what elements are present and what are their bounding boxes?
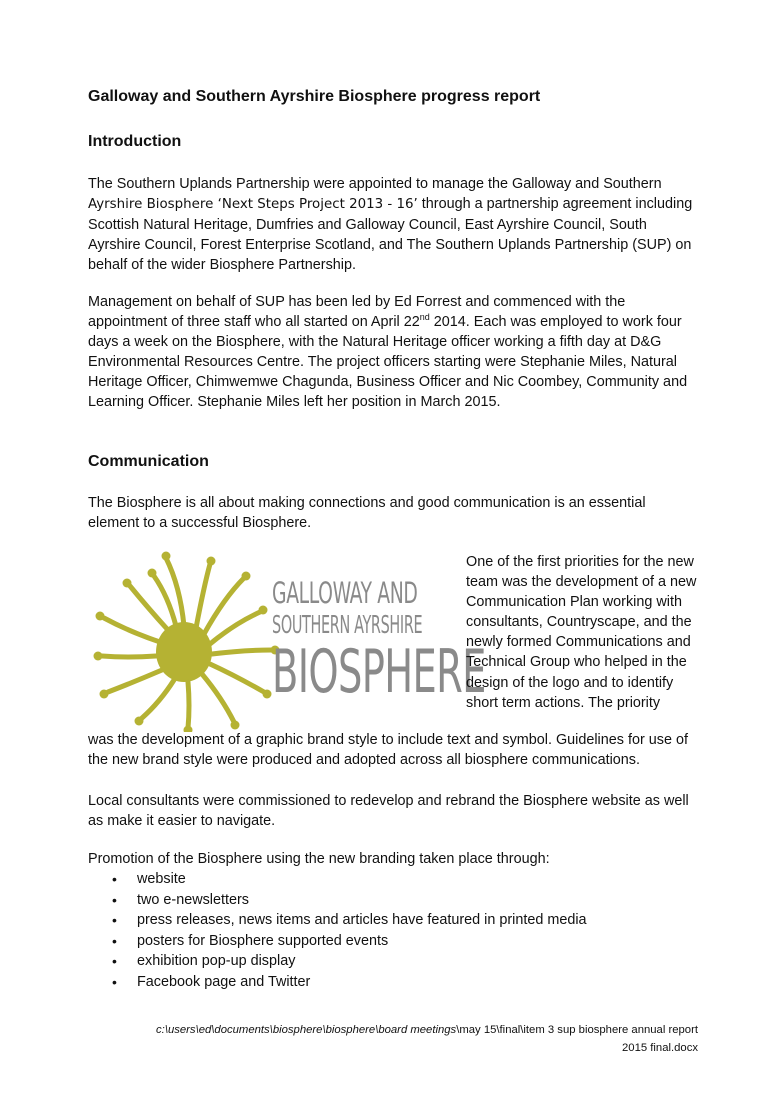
intro-paragraph-2 bbox=[88, 292, 698, 413]
project-name: Ayrshire Biosphere ‘Next Steps Project 2013 - 16’ bbox=[88, 197, 418, 213]
communication-paragraph-2-continued: was the development of a graphic brand style to include text and symbol. Guidelines for use of the new brand style were produced and adopted across all biosphere communications. bbox=[88, 732, 688, 769]
intro-text-c: through a partnership agreement including Scottish Natural Heritage, Dumfries and Galloway Council, East Ayrshire Council, South Ayrshire Council, Forest Enterprise Scotland, and The Southern Uplands Partnership (SUP) on behalf of the wider Biosphere Partnership. bbox=[88, 196, 693, 274]
promotion-list bbox=[88, 869, 587, 993]
communication-paragraph-1: The Biosphere is all about making connections and good communication is an essential element to a successful Biosphere. bbox=[88, 495, 646, 532]
document-title: Galloway and Southern Ayrshire Biosphere progress report bbox=[88, 88, 541, 105]
list-item: • Facebook page and Twitter bbox=[88, 972, 587, 993]
ordinal-suffix: nd bbox=[419, 312, 430, 323]
logo-wordmark bbox=[272, 576, 486, 707]
introduction-heading: Introduction bbox=[88, 133, 182, 150]
communication-paragraph-4: Promotion of the Biosphere using the new branding taken place through: bbox=[88, 851, 550, 867]
logo-line-1: GALLOWAY AND bbox=[272, 576, 418, 610]
list-item: • press releases, news items and articles have featured in printed media bbox=[88, 910, 587, 931]
intro-text-a: The Southern Uplands Partnership were appointed to manage the Galloway and Southern bbox=[88, 176, 662, 192]
footer-path-italic: c:\users\ed\documents\biosphere\biosphere\board meetings bbox=[156, 1024, 457, 1036]
communication-paragraph-3: Local consultants were commissioned to redevelop and rebrand the Biosphere website as well as make it easier to navigate. bbox=[88, 793, 689, 830]
intro-p2-text-a: Management on behalf of SUP has been led by Ed Forrest and commenced with the appointment of three staff who all started on April 22 bbox=[88, 294, 626, 331]
list-item: • posters for Biosphere supported events bbox=[88, 931, 587, 952]
footer-path-rest: \may 15\final\item 3 sup biosphere annual report bbox=[456, 1024, 698, 1036]
document-footer bbox=[58, 1021, 698, 1057]
intro-p2-text-b: 2014. Each was employed to work four days a week on the Biosphere, with the Natural Heritage officer working a fifth day at D&G Environmental Resources Centre. The project officers starting were Stephanie Miles, Natural Heritage Officer, Chimwemwe Chagunda, Business Officer and Nic Coombey, Community and Learning Officer. Stephanie Miles left her position in March 2015. bbox=[88, 314, 688, 411]
logo-line-2: SOUTHERN AYRSHIRE bbox=[272, 610, 423, 639]
list-item: • exhibition pop-up display bbox=[88, 951, 587, 972]
communication-heading: Communication bbox=[88, 453, 209, 470]
list-item: • two e-newsletters bbox=[88, 890, 587, 911]
intro-paragraph-1 bbox=[88, 174, 698, 275]
footer-filename: 2015 final.docx bbox=[622, 1042, 698, 1054]
list-item: • website bbox=[88, 869, 587, 890]
logo-line-3: BIOSPHERE bbox=[272, 637, 486, 707]
communication-paragraph-2-wrapped: One of the first priorities for the new team was the development of a new Communication Plan working with consultants, Countryscape, and the newly formed Communications and Technical Group who helped in the design of the logo and to identify short term actions. The priority bbox=[466, 554, 697, 711]
